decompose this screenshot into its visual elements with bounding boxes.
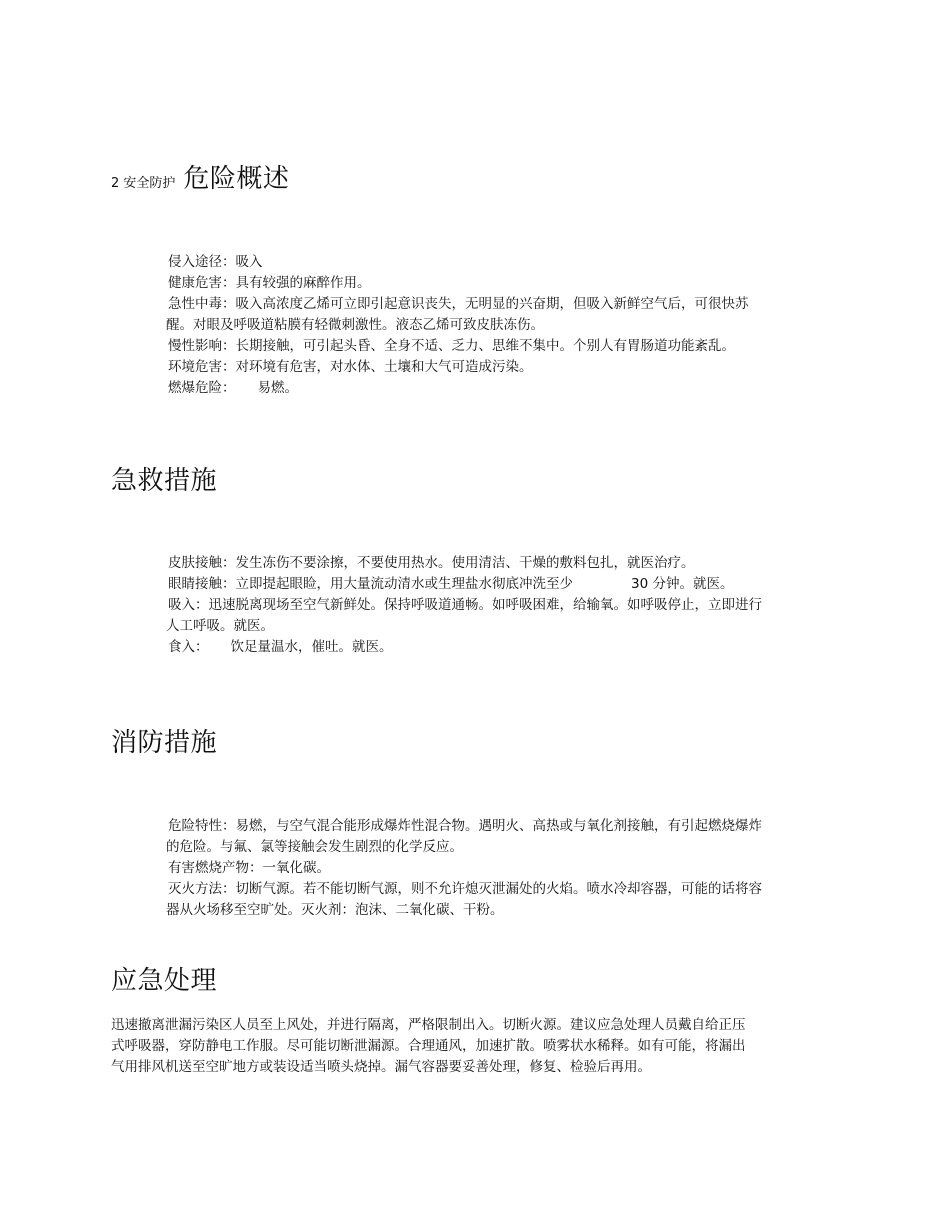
list-item — [166, 879, 766, 921]
item-text: 吸入 — [235, 254, 263, 270]
list-item — [166, 553, 766, 574]
item-text: 长期接触，可引起头昏、全身不适、乏力、思维不集中。个别人有胃肠道功能紊乱。 — [235, 338, 735, 354]
item-text: 发生冻伤不要涂擦，不要使用热水。使用清洁、干燥的敷料包扎，就医治疗。 — [235, 555, 695, 571]
item-label: 眼睛接触： — [168, 576, 236, 592]
item-text: 具有较强的麻醉作用。 — [235, 275, 371, 291]
item-label: 环境危害： — [168, 359, 236, 375]
fire-fighting-title: 消防措施 — [111, 728, 218, 758]
item-label: 危险特性： — [168, 818, 236, 834]
list-item — [166, 816, 766, 858]
item-text-continued: 30 分钟。就医。 — [631, 576, 734, 592]
item-text: 切断气源。若不能切断气源，则不允许熄灭泄漏处的火焰。喷水冷却容器，可能的话将容器从火场移至空旷处。灭火剂：泡沫、二氧化碳、干粉。 — [166, 881, 762, 918]
list-item — [166, 357, 766, 378]
hazard-overview-title: 危险概述 — [183, 164, 290, 194]
item-text: 吸入高浓度乙烯可立即引起意识丧失，无明显的兴奋期，但吸入新鲜空气后，可很快苏醒。对眼及呼吸道粘膜有轻微刺激性。液态乙烯可致皮肤冻伤。 — [166, 296, 749, 333]
item-text: 一氧化碳。 — [262, 860, 330, 876]
list-item — [166, 637, 766, 658]
list-item — [166, 574, 766, 595]
item-label: 燃爆危险： — [168, 380, 236, 396]
emergency-response-text: 迅速撤离泄漏污染区人员至上风处，并进行隔离，严格限制出入。切断火源。建议应急处理人员戴自给正压式呼吸器，穿防静电工作服。尽可能切断泄漏源。合理通风，加速扩散。喷雾状水稀释。如有可能，将漏出气用排风机送至空旷地方或装设适当喷头烧掉。漏气容器要妥善处理，修复、检验后再用。 — [111, 1017, 746, 1075]
item-label: 有害燃烧产物： — [168, 860, 263, 876]
item-label: 健康危害： — [168, 275, 236, 291]
item-text: 迅速脱离现场至空气新鲜处。保持呼吸道通畅。如呼吸困难，给输氧。如呼吸停止，立即进行人工呼吸。就医。 — [166, 597, 762, 634]
item-text: 易燃，与空气混合能形成爆炸性混合物。遇明火、高热或与氧化剂接触，有引起燃烧爆炸的危险。与氟、氯等接触会发生剧烈的化学反应。 — [166, 818, 762, 855]
first-aid-list — [166, 553, 766, 658]
item-text: 饮足量温水，催吐。就医。 — [230, 639, 393, 655]
item-label: 灭火方法： — [168, 881, 236, 897]
list-item — [166, 273, 766, 294]
list-item — [166, 294, 766, 336]
emergency-response-title: 应急处理 — [111, 966, 218, 996]
item-label: 慢性影响： — [168, 338, 236, 354]
item-label: 皮肤接触： — [168, 555, 236, 571]
fire-fighting-list — [166, 816, 766, 921]
list-item — [166, 378, 766, 399]
first-aid-title: 急救措施 — [111, 466, 218, 496]
list-item — [166, 252, 766, 273]
list-item — [166, 336, 766, 357]
item-label: 食入： — [168, 639, 209, 655]
list-item — [166, 595, 766, 637]
hazard-heading-row — [111, 158, 289, 195]
item-text: 易燃。 — [257, 380, 298, 396]
item-label: 吸入： — [168, 597, 209, 613]
item-text: 对环境有危害，对水体、土壤和大气可造成污染。 — [235, 359, 533, 375]
section-prefix: 2 安全防护 — [111, 176, 176, 191]
item-label: 侵入途径： — [168, 254, 236, 270]
item-text: 立即提起眼睑，用大量流动清水或生理盐水彻底冲洗至少 — [235, 576, 573, 592]
item-label: 急性中毒： — [168, 296, 236, 312]
list-item — [166, 858, 766, 879]
hazard-overview-list — [166, 252, 766, 399]
